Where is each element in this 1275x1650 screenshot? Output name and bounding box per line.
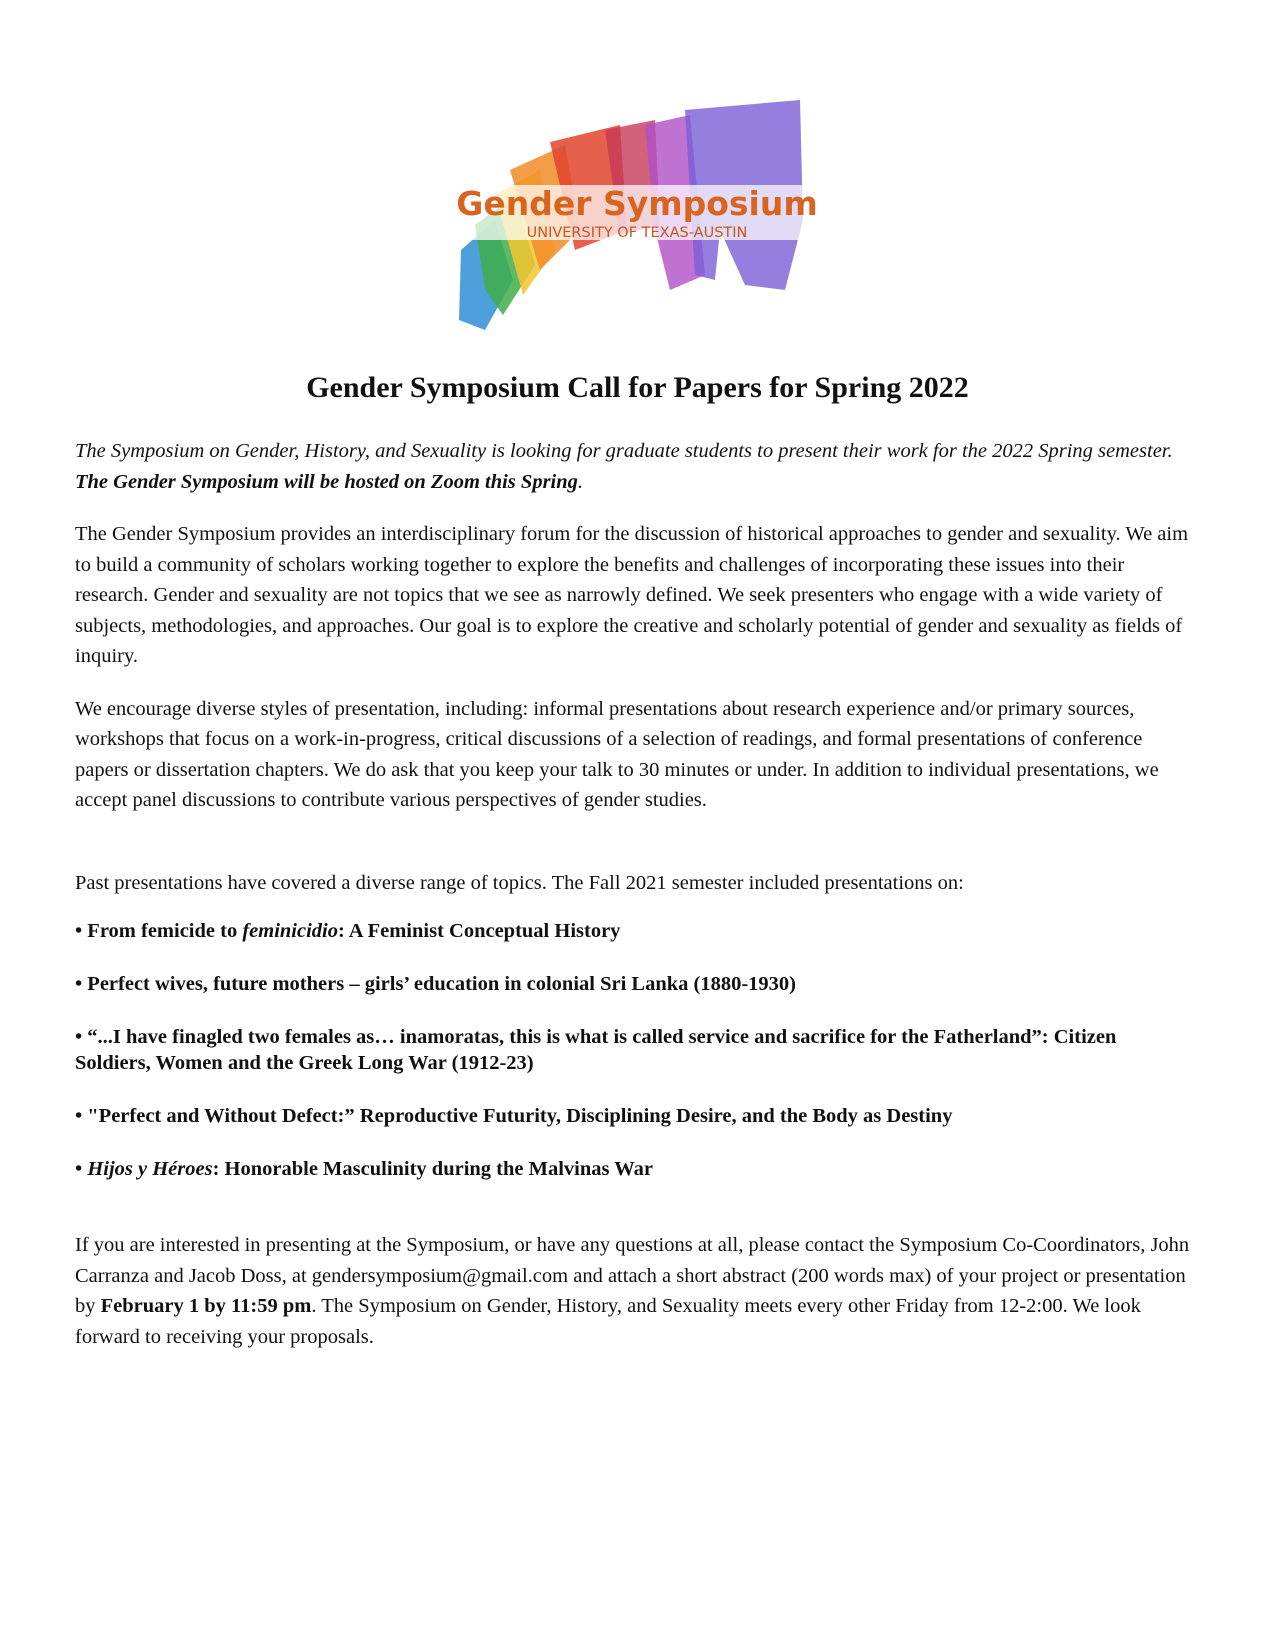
contact-text: If you are interested in presenting at the Symposium, or have any questions at all, please contact the Symposium Co-Coordinators, John Carranza and Jacob Doss, at gendersymposium@gmail.com and attach a short abstract (200 words max) of your project or presentation by [75,1234,1190,1317]
logo-title: Gender Symposium [456,184,818,223]
intro-end: . [577,470,584,493]
intro-zoom-note: The Gender Symposium will be hosted on Zoom this Spring [75,470,578,493]
topic-5-pre: • [75,1158,88,1180]
topic-item: • "Perfect and Without Defect:” Reproductive Futurity, Disciplining Desire, and the Body as Destiny [75,1105,953,1127]
topic-item: • “...I have finagled two females as… inamoratas, this is what is called service and sacrifice for the Fatherland”: Citizen Soldiers, Women and the Greek Long War (1912-23) [75,1026,1117,1074]
topic-list [75,918,1195,1182]
document-title: Gender Symposium Call for Papers for Spring 2022 [306,371,969,404]
topic-5-post: : Honorable Masculinity during the Malvinas War [212,1158,653,1180]
topic-1-italic: feminicidio [242,920,338,942]
topic-item [75,918,1195,944]
topic-5-italic: Hijos y Héroes [87,1158,213,1180]
contact-text-after: . The Symposium on Gender, History, and Sexuality meets every other Friday from 12-2:00. We look forward to receiving your proposals. [75,1295,1141,1348]
description-paragraph: The Gender Symposium provides an interdisciplinary forum for the discussion of historical approaches to gender and sexuality. We aim to build a community of scholars working together to explore the benefits and challenges of incorporating these issues into their research. Gender and sexuality are not topics that we see as narrowly defined. We seek presenters who engage with a wide variety of subjects, methodologies, and approaches. Our goal is to explore the creative and scholarly potential of gender and sexuality as fields of inquiry. [75,523,1189,667]
contact-paragraph [75,1230,1195,1352]
presentation-styles-paragraph: We encourage diverse styles of presentation, including: informal presentations about research experience and/or primary sources, workshops that focus on a work-in-progress, critical discussions of a selection of readings, and formal presentations of conference papers or dissertation chapters. We do ask that you keep your talk to 30 minutes or under. In addition to individual presentations, we accept panel discussions to contribute various perspectives of gender studies. [75,697,1159,811]
topic-1-pre: • From femicide to [75,920,243,942]
logo-subtitle: UNIVERSITY OF TEXAS-AUSTIN [526,225,748,241]
topic-1-post: : A Feminist Conceptual History [337,920,621,942]
logo-graphic [455,100,819,340]
gender-symposium-logo [455,100,819,340]
intro-paragraph [75,436,1195,497]
topic-item: • Perfect wives, future mothers – girls’ education in colonial Sri Lanka (1880-1930) [75,973,796,995]
intro-text: The Symposium on Gender, History, and Sexuality is looking for graduate students to present their work for the 2022 Spring semester. [75,440,1173,462]
topic-item [75,1156,1195,1182]
document-body [75,436,1195,1352]
past-presentations-intro: Past presentations have covered a diverse range of topics. The Fall 2021 semester included presentations on: [75,871,964,894]
deadline: February 1 by 11:59 pm [100,1295,312,1317]
